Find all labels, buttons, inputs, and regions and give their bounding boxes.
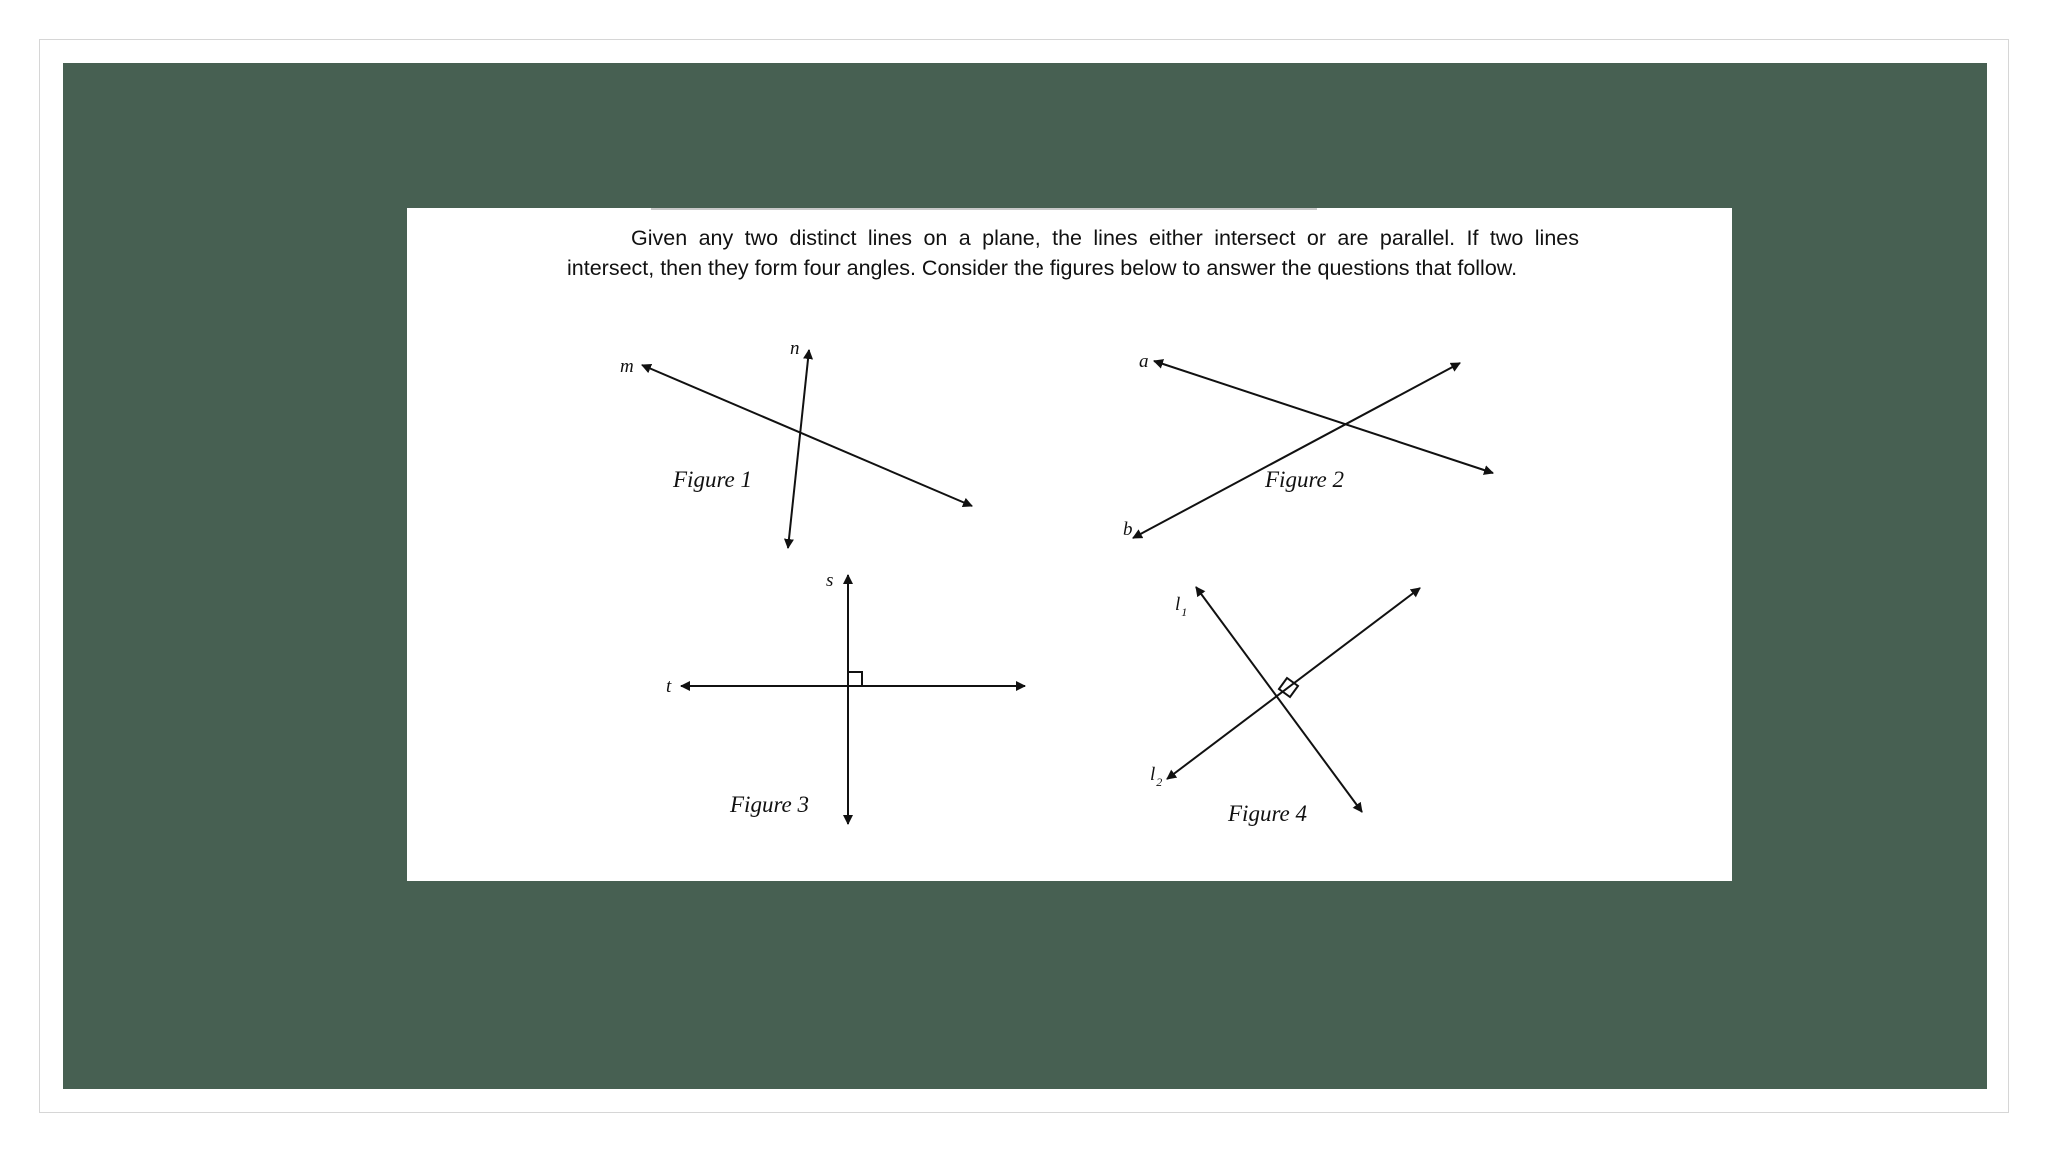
figure-4: [1150, 587, 1420, 826]
line-a: [1154, 361, 1493, 473]
label-a: a: [1139, 351, 1149, 372]
figure-2-caption: Figure 2: [1265, 467, 1344, 492]
label-l2: $l_2$: [1150, 764, 1163, 789]
figure-2: [1123, 351, 1493, 540]
slide: [63, 63, 1987, 1089]
figure-4-caption: Figure 4: [1228, 801, 1307, 826]
label-t: t: [666, 676, 672, 697]
figures-diagram: [407, 208, 1732, 881]
figure-3-caption: Figure 3: [730, 792, 809, 817]
figure-1-caption: Figure 1: [673, 467, 752, 492]
figure-1: [620, 338, 972, 548]
line-b: [1133, 363, 1460, 538]
label-l1: $l_1$: [1175, 594, 1188, 619]
worksheet-image: [407, 208, 1732, 881]
label-m: m: [620, 356, 634, 377]
label-s: s: [826, 570, 834, 591]
line-n: [788, 350, 809, 548]
label-n: n: [790, 338, 800, 359]
right-angle-marker: [848, 672, 862, 686]
label-b: b: [1123, 519, 1133, 540]
intro-paragraph: Given any two distinct lines on a plane, the lines either intersect or are parallel. If two lines intersect, then they form four angles. Consider the figures below to answer the questions that follow.: [567, 226, 1579, 280]
figure-3: [666, 570, 1025, 824]
line-l1: [1196, 587, 1362, 812]
